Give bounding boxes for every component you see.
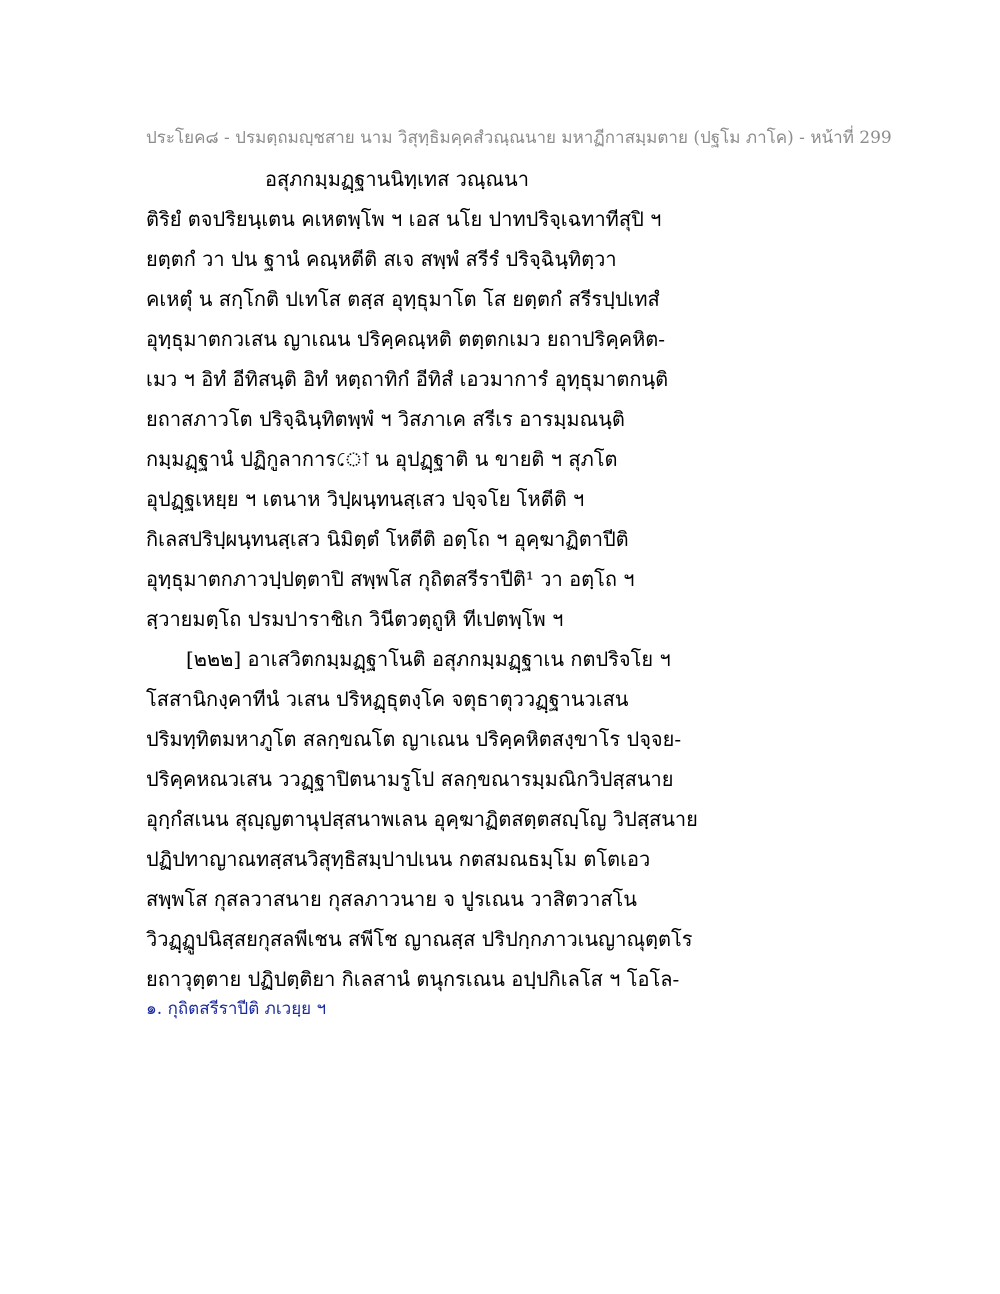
- text-line: กมฺมฏฺฐานํ ปฏิกูลาการো น อุปฏฺฐาติ น ขายติ ฯ สุภโต: [146, 447, 618, 471]
- text-line: ปริมทฺทิตมหาภูโต สลกฺขณโต ญาเณน ปริคฺคหิตสงฺขาโร ปจฺจย-: [146, 727, 682, 751]
- text-line: อุทฺธุมาตกภาวปฺปตฺตาปิ สพฺพโส กุถิตสรีราปีติ¹ วา อตฺโถ ฯ: [146, 567, 635, 591]
- text-line: สฺวายมตฺโถ ปรมปาราชิเก วินีตวตฺถูหิ ทีเปตพฺโพ ฯ: [146, 607, 564, 631]
- text-line: สพฺพโส กุสลวาสนาย กุสลภาวนาย จ ปูรเณน วาสิตวาสโน: [146, 887, 637, 911]
- text-line: กิเลสปริปฺผนฺทนสฺเสว นิมิตฺตํ โหตีติ อตฺโถ ฯ อุคฺฆาฏิตาปีติ: [146, 527, 629, 551]
- text-line: ปริคฺคหณวเสน ววฏฺฐาปิตนามรูโป สลกฺขณารมฺมณิกวิปสฺสนาย: [146, 767, 674, 791]
- text-line: ยถาสภาวโต ปริจฺฉินฺทิตพฺพํ ฯ วิสภาเค สรีเร อารมฺมณนฺติ: [146, 407, 625, 431]
- text-line: ยถาวุตฺตาย ปฏิปตฺติยา กิเลสานํ ตนุกรเณน อปฺปกิเลโส ฯ โอโล-: [146, 967, 680, 991]
- text-line: ปฏิปทาญาณทสฺสนวิสุทฺธิสมฺปาปเนน กตสมณธมฺโม ตโตเอว: [146, 847, 651, 871]
- text-line: เมว ฯ อิทํ อีทิสนฺติ อิทํ หตฺถาทิกํ อีทิสํ เอวมาการํ อุทฺธุมาตกนฺติ: [146, 367, 669, 391]
- text-line: โสสานิกงฺคาทีนํ วเสน ปริหฏฺธุตงฺโค จตุธาตุววฏฺฐานวเสน: [146, 687, 629, 711]
- text-line: อุกฺกํสเนน สุญฺญตานุปสฺสนาพเลน อุคฺฆาฏิตสตฺตสญฺโญ วิปสฺสนาย: [146, 807, 698, 831]
- text-line: ติริยํ ตจปริยนฺเตน คเหตพฺโพ ฯ เอส นโย ปาทปริจฺเฉทาทีสุปิ ฯ: [146, 207, 662, 231]
- paragraph-first-line: [๒๒๒] อาเสวิตกมฺมฏฺฐาโนติ อสุภกมฺมฏฺฐาเน กตปริจโย ฯ: [186, 647, 671, 671]
- footnote: ๑. กุถิตสรีราปีติ ภเวยฺย ฯ: [146, 999, 327, 1019]
- section-title: อสุภกมฺมฏฺฐานนิทฺเทส วณฺณนา: [265, 167, 529, 191]
- text-line: คเหตุํ น สกฺโกติ ปเทโส ตสฺส อุทฺธุมาโต โส ยตฺตกํ สรีรปฺปเทสํ: [146, 287, 660, 311]
- text-line: อุปฏฺฐเหยฺย ฯ เตนาห วิปฺผนฺทนสฺเสว ปจฺจโย โหตีติ ฯ: [146, 487, 585, 511]
- text-line: วิวฏฺฏูปนิสฺสยกุสลพีเชน สพีโช ญาณสฺส ปริปกฺกภาวเนญาณุตฺตโร: [146, 927, 693, 951]
- text-line: อุทฺธุมาตกวเสน ญาเณน ปริคฺคณฺหติ ตตฺตกเมว ยถาปริคฺคหิต-: [146, 327, 666, 351]
- page-header: ประโยค๘ - ปรมตฺถมญฺชสาย นาม วิสุทฺธิมคฺคสํวณฺณนาย มหาฏีกาสมฺมตาย (ปฐโม ภาโค) - หน้าที่ 299: [146, 128, 892, 148]
- text-line: ยตฺตกํ วา ปน ฐานํ คณฺหตีติ สเจ สพฺพํ สรีรํ ปริจฺฉินฺทิตฺวา: [146, 247, 617, 271]
